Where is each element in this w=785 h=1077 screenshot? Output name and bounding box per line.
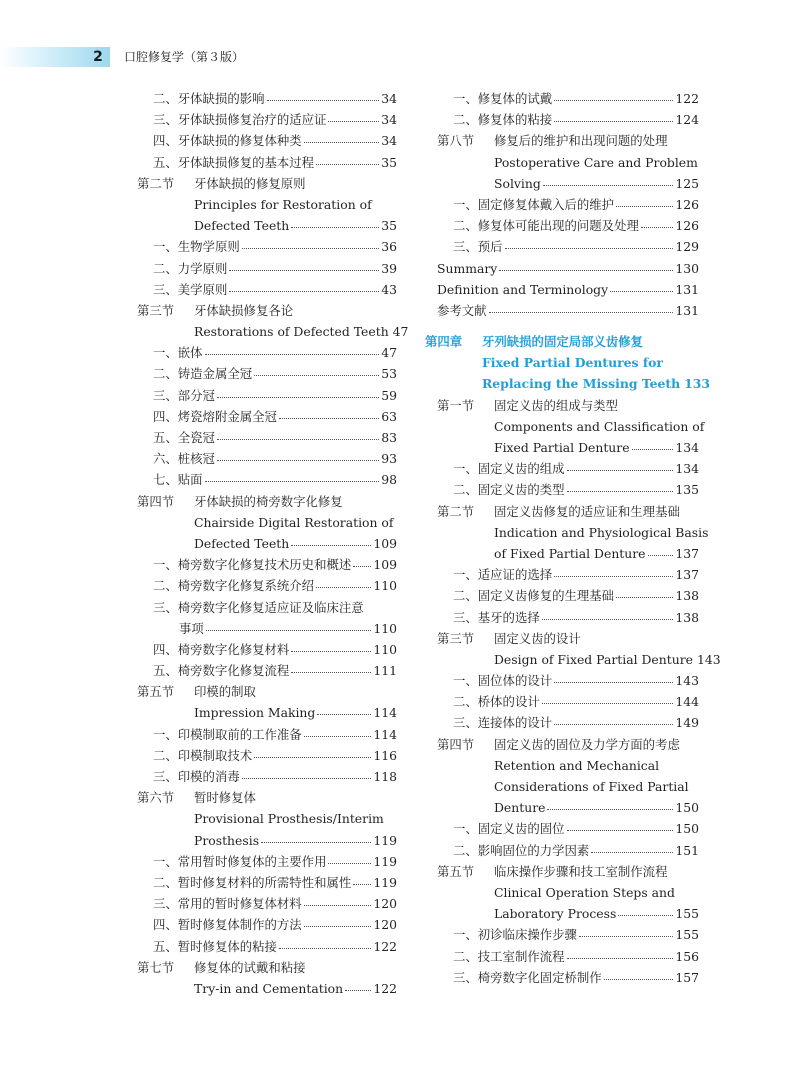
toc-section-heading[interactable] xyxy=(425,861,699,882)
section-title: 固定义齿的固位及力学方面的考虑 xyxy=(494,736,680,752)
toc-section-english[interactable]: Design of Fixed Partial Denture 143 xyxy=(494,651,721,667)
toc-section-english[interactable]: Defected Teeth 109 xyxy=(137,533,397,554)
section-label: 第三节 xyxy=(437,630,475,646)
section-title: 固定义齿的组成与类型 xyxy=(494,397,618,413)
toc-entry[interactable]: 二、影响固位的力学因素 151 xyxy=(425,840,699,861)
toc-entry[interactable]: 三、印模的消毒 118 xyxy=(137,766,397,787)
toc-entry[interactable]: 参考文献 131 xyxy=(425,300,699,321)
toc-entry[interactable]: 三、部分冠 59 xyxy=(137,385,397,406)
toc-section-english[interactable]: Fixed Partial Denture 134 xyxy=(425,437,699,458)
page-number: 2 xyxy=(93,49,103,65)
toc-right-column xyxy=(425,88,721,988)
toc-entry[interactable]: 一、初诊临床操作步骤 155 xyxy=(425,924,699,945)
toc-section-heading[interactable] xyxy=(425,501,699,522)
toc-entry[interactable]: 二、力学原则 39 xyxy=(137,258,397,279)
toc-section-english[interactable]: Prosthesis 119 xyxy=(137,830,397,851)
section-title: 牙体缺损的椅旁数字化修复 xyxy=(194,493,343,509)
toc-section-english[interactable]: Solving 125 xyxy=(425,173,699,194)
toc-section-english[interactable]: Denture 150 xyxy=(425,797,699,818)
section-title: 暂时修复体 xyxy=(194,790,256,806)
toc-section-english: Components and Classification of xyxy=(494,418,705,434)
toc-entry[interactable]: 二、桥体的设计 144 xyxy=(425,691,699,712)
section-title: 印模的制取 xyxy=(194,684,256,700)
toc-entry[interactable]: 二、技工室制作流程 156 xyxy=(425,946,699,967)
section-title: 固定义齿的设计 xyxy=(494,630,581,646)
toc-entry[interactable]: 五、暂时修复体的粘接 122 xyxy=(137,936,397,957)
section-label: 第六节 xyxy=(137,790,175,806)
toc-section-english: Chairside Digital Restoration of xyxy=(194,514,394,530)
toc-entry[interactable]: 三、常用的暂时修复体材料 120 xyxy=(137,893,397,914)
toc-section-english: Clinical Operation Steps and xyxy=(494,884,675,900)
section-title: 牙体缺损修复各论 xyxy=(194,302,294,318)
toc-entry[interactable]: 四、牙体缺损的修复体种类 34 xyxy=(137,130,397,151)
toc-entry[interactable]: 一、固位体的设计 143 xyxy=(425,670,699,691)
toc-entry[interactable]: Summary 130 xyxy=(425,258,699,279)
toc-entry[interactable]: 一、印模制取前的工作准备 114 xyxy=(137,724,397,745)
toc-section-heading[interactable] xyxy=(425,130,699,151)
toc-entry[interactable]: 二、椅旁数字化修复系统介绍 110 xyxy=(137,575,397,596)
toc-entry[interactable]: 事项 110 xyxy=(137,618,397,639)
toc-entry[interactable]: Definition and Terminology 131 xyxy=(425,279,699,300)
section-label: 第一节 xyxy=(437,397,475,413)
toc-section-heading[interactable] xyxy=(137,957,397,978)
section-label: 第五节 xyxy=(137,684,175,700)
toc-entry[interactable]: 三、连接体的设计 149 xyxy=(425,712,699,733)
toc-entry[interactable]: 一、常用暂时修复体的主要作用 119 xyxy=(137,851,397,872)
toc-entry[interactable]: 七、贴面 98 xyxy=(137,469,397,490)
toc-entry[interactable]: 一、固定修复体戴入后的维护 126 xyxy=(425,194,699,215)
toc-section-english: Postoperative Care and Problem xyxy=(494,154,698,170)
section-title: 修复后的维护和出现问题的处理 xyxy=(494,133,668,149)
toc-entry[interactable]: 二、固定义齿的类型 135 xyxy=(425,479,699,500)
toc-section-heading[interactable] xyxy=(137,300,397,321)
book-title: 口腔修复学（第３版） xyxy=(124,50,245,64)
section-title: 牙体缺损的修复原则 xyxy=(194,175,306,191)
toc-section-heading[interactable] xyxy=(137,787,397,808)
toc-chapter-heading[interactable] xyxy=(425,331,699,352)
toc-entry[interactable]: 四、烤瓷熔附金属全冠 63 xyxy=(137,406,397,427)
toc-section-heading[interactable] xyxy=(425,628,699,649)
toc-section-english[interactable]: Restorations of Defected Teeth 47 xyxy=(194,324,409,340)
toc-entry[interactable]: 五、牙体缺损修复的基本过程 35 xyxy=(137,152,397,173)
toc-section-english[interactable]: Laboratory Process 155 xyxy=(425,903,699,924)
toc-entry[interactable]: 二、印模制取技术 116 xyxy=(137,745,397,766)
toc-entry[interactable]: 三、牙体缺损修复治疗的适应证 34 xyxy=(137,109,397,130)
toc-entry[interactable]: 二、牙体缺损的影响 34 xyxy=(137,88,397,109)
toc-left-column xyxy=(137,88,409,999)
section-label: 第五节 xyxy=(437,863,475,879)
toc-entry[interactable]: 三、基牙的选择 138 xyxy=(425,607,699,628)
toc-chapter-english[interactable]: Replacing the Missing Teeth 133 xyxy=(482,376,710,392)
section-label: 第四节 xyxy=(437,736,475,752)
page-header xyxy=(0,47,785,67)
toc-entry[interactable]: 一、椅旁数字化修复技术历史和概述 109 xyxy=(137,554,397,575)
toc-entry[interactable]: 一、适应证的选择 137 xyxy=(425,564,699,585)
section-label: 第三节 xyxy=(137,302,175,318)
toc-section-heading[interactable] xyxy=(137,491,397,512)
toc-entry[interactable]: 一、嵌体 47 xyxy=(137,342,397,363)
toc-section-english[interactable]: of Fixed Partial Denture 137 xyxy=(425,543,699,564)
toc-entry[interactable]: 二、铸造金属全冠 53 xyxy=(137,363,397,384)
section-label: 第七节 xyxy=(137,959,175,975)
chapter-label: 第四章 xyxy=(425,334,463,350)
toc-section-heading[interactable] xyxy=(425,734,699,755)
toc-section-english[interactable]: Try-in and Cementation 122 xyxy=(137,978,397,999)
toc-entry[interactable]: 一、生物学原则 36 xyxy=(137,236,397,257)
toc-section-english[interactable]: Impression Making 114 xyxy=(137,702,397,723)
toc-section-english[interactable]: Defected Teeth 35 xyxy=(137,215,397,236)
section-label: 第二节 xyxy=(437,503,475,519)
toc-section-heading[interactable] xyxy=(137,173,397,194)
toc-section-english: Principles for Restoration of xyxy=(194,196,372,212)
toc-section-english: Retention and Mechanical xyxy=(494,757,660,773)
section-title: 修复体的试戴和粘接 xyxy=(194,959,306,975)
toc-entry[interactable]: 四、暂时修复体制作的方法 120 xyxy=(137,914,397,935)
toc-entry[interactable]: 三、椅旁数字化修复适应证及临床注意 xyxy=(153,599,364,615)
toc-entry[interactable]: 三、美学原则 43 xyxy=(137,279,397,300)
toc-entry[interactable]: 一、固定义齿的固位 150 xyxy=(425,818,699,839)
spacer xyxy=(425,321,699,331)
toc-entry[interactable]: 一、固定义齿的组成 134 xyxy=(425,458,699,479)
toc-entry[interactable]: 二、固定义齿修复的生理基础 138 xyxy=(425,585,699,606)
toc-section-heading[interactable] xyxy=(425,395,699,416)
toc-entry[interactable]: 三、预后 129 xyxy=(425,236,699,257)
toc-section-english: Indication and Physiological Basis xyxy=(494,524,709,540)
toc-entry[interactable]: 五、全瓷冠 83 xyxy=(137,427,397,448)
toc-entry[interactable]: 二、修复体的粘接 124 xyxy=(425,109,699,130)
toc-section-english: Provisional Prosthesis/Interim xyxy=(194,811,384,827)
toc-entry[interactable]: 四、椅旁数字化修复材料 110 xyxy=(137,639,397,660)
toc-section-english: Considerations of Fixed Partial xyxy=(494,779,689,794)
section-label: 第二节 xyxy=(137,175,175,191)
toc-chapter-english: Fixed Partial Dentures for xyxy=(482,355,663,371)
toc-entry[interactable]: 二、暂时修复材料的所需特性和属性 119 xyxy=(137,872,397,893)
toc-entry[interactable]: 六、桩核冠 93 xyxy=(137,448,397,469)
toc-section-heading[interactable] xyxy=(137,681,397,702)
section-label: 第四节 xyxy=(137,493,175,509)
section-label: 第八节 xyxy=(437,133,475,149)
section-title: 固定义齿修复的适应证和生理基础 xyxy=(494,503,680,519)
toc-entry[interactable]: 三、椅旁数字化固定桥制作 157 xyxy=(425,967,699,988)
chapter-title: 牙列缺损的固定局部义齿修复 xyxy=(482,334,644,350)
toc-entry[interactable]: 二、修复体可能出现的问题及处理 126 xyxy=(425,215,699,236)
toc-entry[interactable]: 五、椅旁数字化修复流程 111 xyxy=(137,660,397,681)
toc-entry[interactable]: 一、修复体的试戴 122 xyxy=(425,88,699,109)
section-title: 临床操作步骤和技工室制作流程 xyxy=(494,863,668,879)
